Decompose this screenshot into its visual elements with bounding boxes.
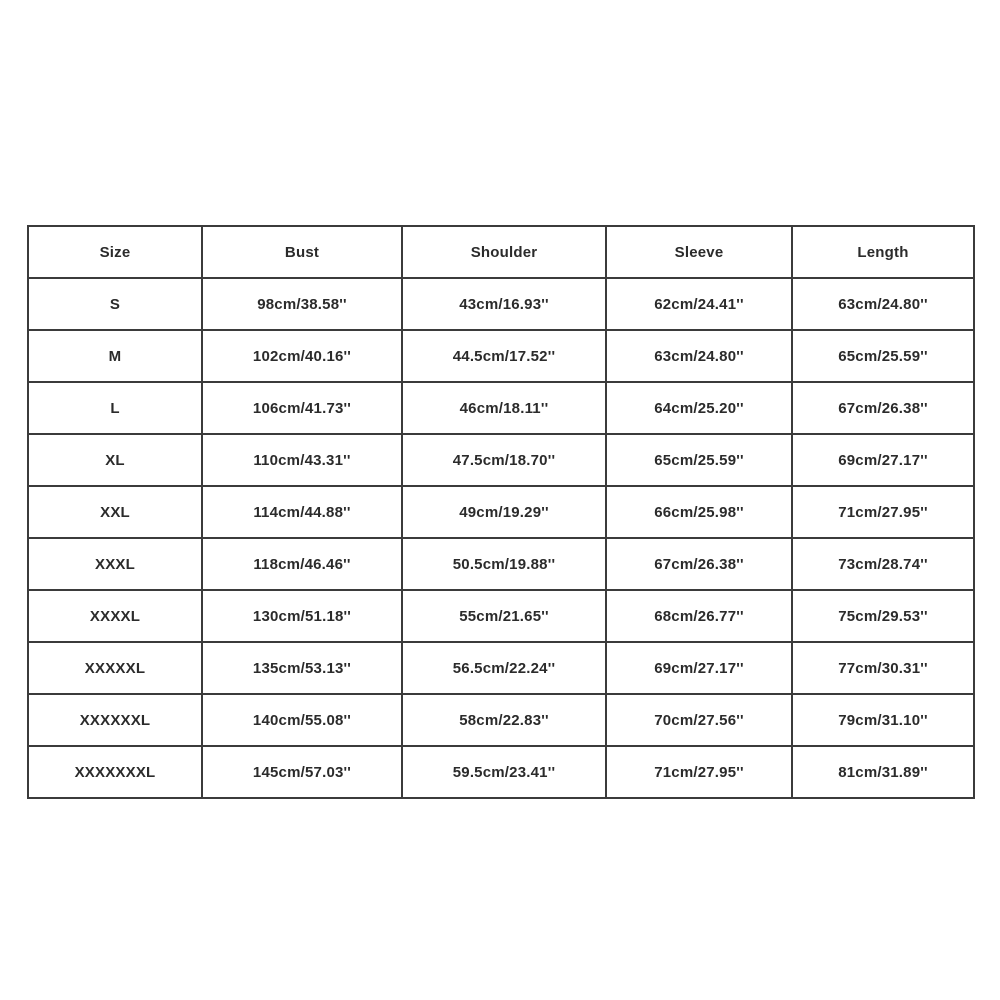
cell-size: XXL — [28, 486, 202, 538]
cell-shoulder: 50.5cm/19.88'' — [402, 538, 606, 590]
cell-bust: 130cm/51.18'' — [202, 590, 402, 642]
table-row — [28, 642, 974, 694]
cell-bust: 98cm/38.58'' — [202, 278, 402, 330]
cell-sleeve: 65cm/25.59'' — [606, 434, 792, 486]
table-row — [28, 590, 974, 642]
cell-sleeve: 70cm/27.56'' — [606, 694, 792, 746]
cell-shoulder: 44.5cm/17.52'' — [402, 330, 606, 382]
cell-shoulder: 56.5cm/22.24'' — [402, 642, 606, 694]
cell-size: L — [28, 382, 202, 434]
table-row — [28, 434, 974, 486]
table-row — [28, 694, 974, 746]
cell-shoulder: 46cm/18.11'' — [402, 382, 606, 434]
cell-bust: 102cm/40.16'' — [202, 330, 402, 382]
table-body — [28, 278, 974, 798]
cell-shoulder: 43cm/16.93'' — [402, 278, 606, 330]
cell-length: 73cm/28.74'' — [792, 538, 974, 590]
cell-bust: 110cm/43.31'' — [202, 434, 402, 486]
cell-size: XXXXL — [28, 590, 202, 642]
cell-sleeve: 62cm/24.41'' — [606, 278, 792, 330]
cell-size: S — [28, 278, 202, 330]
cell-sleeve: 68cm/26.77'' — [606, 590, 792, 642]
cell-length: 77cm/30.31'' — [792, 642, 974, 694]
cell-length: 65cm/25.59'' — [792, 330, 974, 382]
cell-length: 67cm/26.38'' — [792, 382, 974, 434]
cell-sleeve: 63cm/24.80'' — [606, 330, 792, 382]
cell-length: 81cm/31.89'' — [792, 746, 974, 798]
cell-size: XXXXXXXL — [28, 746, 202, 798]
cell-size: XXXXXXL — [28, 694, 202, 746]
column-header-length: Length — [792, 226, 974, 278]
cell-size: XL — [28, 434, 202, 486]
table-row — [28, 538, 974, 590]
cell-sleeve: 67cm/26.38'' — [606, 538, 792, 590]
cell-shoulder: 55cm/21.65'' — [402, 590, 606, 642]
cell-bust: 140cm/55.08'' — [202, 694, 402, 746]
cell-shoulder: 47.5cm/18.70'' — [402, 434, 606, 486]
table-row — [28, 486, 974, 538]
cell-sleeve: 66cm/25.98'' — [606, 486, 792, 538]
cell-shoulder: 49cm/19.29'' — [402, 486, 606, 538]
cell-bust: 114cm/44.88'' — [202, 486, 402, 538]
cell-sleeve: 64cm/25.20'' — [606, 382, 792, 434]
size-chart-table — [27, 225, 975, 799]
column-header-shoulder: Shoulder — [402, 226, 606, 278]
cell-length: 75cm/29.53'' — [792, 590, 974, 642]
cell-size: XXXXXL — [28, 642, 202, 694]
cell-size: XXXL — [28, 538, 202, 590]
column-header-sleeve: Sleeve — [606, 226, 792, 278]
cell-shoulder: 59.5cm/23.41'' — [402, 746, 606, 798]
table-row — [28, 382, 974, 434]
cell-bust: 106cm/41.73'' — [202, 382, 402, 434]
cell-sleeve: 71cm/27.95'' — [606, 746, 792, 798]
cell-length: 63cm/24.80'' — [792, 278, 974, 330]
cell-shoulder: 58cm/22.83'' — [402, 694, 606, 746]
table-row — [28, 330, 974, 382]
cell-size: M — [28, 330, 202, 382]
cell-sleeve: 69cm/27.17'' — [606, 642, 792, 694]
column-header-size: Size — [28, 226, 202, 278]
header-row — [28, 226, 974, 278]
column-header-bust: Bust — [202, 226, 402, 278]
table-row — [28, 278, 974, 330]
table-row — [28, 746, 974, 798]
cell-bust: 145cm/57.03'' — [202, 746, 402, 798]
cell-length: 79cm/31.10'' — [792, 694, 974, 746]
cell-length: 71cm/27.95'' — [792, 486, 974, 538]
cell-length: 69cm/27.17'' — [792, 434, 974, 486]
cell-bust: 135cm/53.13'' — [202, 642, 402, 694]
cell-bust: 118cm/46.46'' — [202, 538, 402, 590]
